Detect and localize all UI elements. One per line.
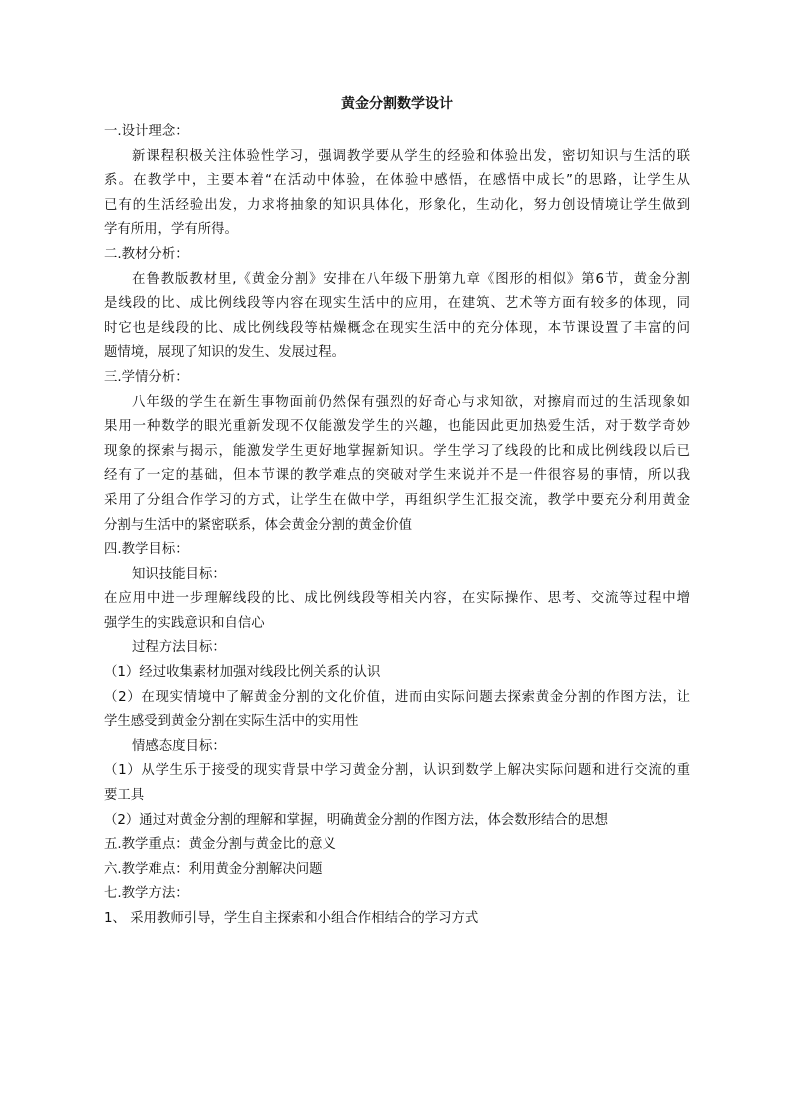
text-line: （1）经过收集素材加强对线段比例关系的认识 (104, 665, 381, 681)
text-line: 情感态度目标： (132, 738, 226, 754)
text-line: 在应用中进一步理解线段的比、成比例线段等相关内容，在实际操作、思考、交流等过程中增 (104, 591, 690, 607)
document-body (104, 120, 690, 932)
text-line: 强学生的实践意识和自信心 (104, 615, 265, 631)
text-line: 八年级的学生在新生事物面前仍然保有强烈的好奇心与求知欲，对擦肩而过的生活现象如 (132, 394, 690, 410)
section-heading: 二.教材分析： (104, 246, 189, 262)
text-line: 时它也是线段的比、成比例线段等枯燥概念在现实生活中的充分体现，本节课设置了丰富的问 (104, 320, 690, 336)
text-line: 采用了分组合作学习的方式，让学生在做中学，再组织学生汇报交流，教学中要充分利用黄金 (104, 492, 690, 508)
text-line: 学有所用，学有所得。 (104, 222, 238, 238)
text-line: 学生感受到黄金分割在实际生活中的实用性 (104, 714, 359, 730)
text-line: 要工具 (104, 788, 145, 804)
section-heading: 一.设计理念： (104, 124, 189, 139)
section-heading: 三.学情分析： (104, 369, 189, 385)
text-line: 分割与生活中的紧密联系，体会黄金分割的黄金价值 (104, 517, 412, 533)
text-line: （1）从学生乐于接受的现实背景中学习黄金分割，认识到数学上解决实际问题和进行交流的重 (104, 763, 690, 779)
text-line: 题情境，展现了知识的发生、发展过程。 (104, 345, 346, 361)
text-line: 1、 采用教师引导，学生自主探索和小组合作相结合的学习方式 (104, 911, 479, 926)
text-line: 现象的探索与揭示，能激发学生更好地掌握新知识。学生学习了线段的比和成比例线段以后已 (104, 443, 690, 459)
text-line: 新课程积极关注体验性学习，强调教学要从学生的经验和体验出发，密切知识与生活的联 (132, 148, 690, 164)
section-heading: 四.教学目标： (104, 542, 189, 558)
text-line: 经有了一定的基础，但本节课的教学难点的突破对学生来说并不是一件很容易的事情，所以我 (104, 468, 690, 484)
document-title: 黄金分割数学设计 (341, 96, 453, 112)
text-line: 果用一种数学的眼光重新发现不仅能激发学生的兴趣，也能因此更加热爱生活，对于数学奇妙 (104, 419, 690, 435)
text-line: 是线段的比、成比例线段等内容在现实生活中的应用，在建筑、艺术等方面有较多的体现，同 (104, 296, 690, 312)
section-heading: 七.教学方法： (104, 886, 189, 902)
text-line: 系。在教学中，主要本着“在活动中体验，在体验中感悟，在感悟中成长”的思路，让学生从 (104, 173, 690, 189)
text-line: （2）在现实情境中了解黄金分割的文化价值，进而由实际问题去探索黄金分割的作图方法，让 (104, 689, 690, 705)
document-page (104, 94, 690, 932)
section-heading: 五.教学重点：黄金分割与黄金比的意义 (104, 837, 336, 853)
section-heading: 六.教学难点：利用黄金分割解决问题 (104, 861, 323, 877)
text-line: （2）通过对黄金分割的理解和掌握，明确黄金分割的作图方法，体会数形结合的思想 (104, 812, 608, 828)
text-line: 过程方法目标： (132, 640, 226, 656)
text-line: 已有的生活经验出发，力求将抽象的知识具体化，形象化，生动化，努力创设情境让学生做到 (104, 197, 690, 213)
text-line: 知识技能目标： (132, 566, 226, 582)
text-line: 在鲁教版教材里,《黄金分割》安排在八年级下册第九章《图形的相似》第6节，黄金分割 (132, 271, 690, 287)
